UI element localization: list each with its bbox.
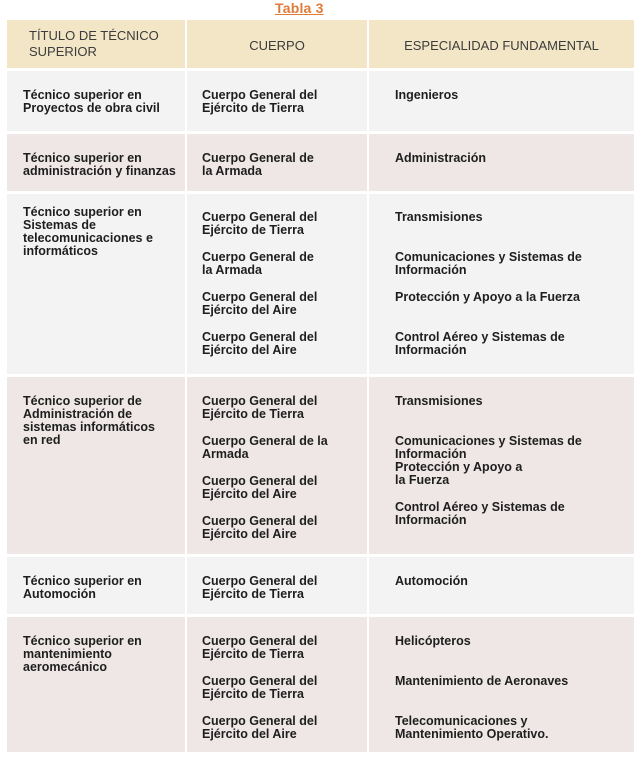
cuerpo-entry	[202, 89, 367, 115]
titulo-line: Técnico superior en	[23, 151, 142, 165]
cuerpo-line: Cuerpo General de	[202, 250, 314, 264]
especialidad-line: Información	[395, 263, 467, 277]
cuerpo-line: Ejército del Aire	[202, 303, 297, 317]
cuerpo-line: Ejército del Aire	[202, 727, 297, 741]
especialidad-line: Comunicaciones y Sistemas de	[395, 434, 582, 448]
titulo-line: Técnico superior en	[23, 634, 142, 648]
titulo-line: Automoción	[23, 587, 96, 601]
table-row	[7, 377, 634, 557]
titulo-line: Sistemas de	[23, 218, 96, 232]
titulo-line: telecomunicaciones e	[23, 231, 153, 245]
header-titulo-line1: TÍTULO DE TÉCNICO	[29, 28, 159, 43]
cuerpo-line: Ejército de Tierra	[202, 223, 304, 237]
cuerpo-cell	[187, 377, 369, 554]
especialidad-line: Protección y Apoyo a	[395, 460, 523, 474]
especialidad-line: Transmisiones	[395, 394, 483, 408]
especialidad-line: Protección y Apoyo a la Fuerza	[395, 290, 581, 304]
cuerpo-line: Cuerpo General de la	[202, 434, 328, 448]
cuerpo-cell	[187, 71, 369, 131]
especialidad-line: Mantenimiento de Aeronaves	[395, 674, 569, 688]
table-row	[7, 557, 634, 617]
cuerpo-line: la Armada	[202, 263, 262, 277]
especialidad-entry	[395, 501, 634, 527]
titulo-line: mantenimiento	[23, 647, 112, 661]
titulo-line: Proyectos de obra civil	[23, 101, 160, 115]
especialidad-line: Helicópteros	[395, 634, 471, 648]
cuerpo-entry	[202, 291, 367, 331]
titulo-line: Técnico superior de	[23, 394, 142, 408]
titulo-cell	[7, 134, 187, 191]
table-row	[7, 617, 634, 755]
especialidad-entry	[395, 675, 634, 715]
cuerpo-line: Cuerpo General del	[202, 474, 318, 488]
titulo-line: aeromecánico	[23, 660, 108, 674]
cuerpo-entry	[202, 395, 367, 435]
especialidad-line: Control Aéreo y Sistemas de	[395, 500, 565, 514]
cuerpo-line: Cuerpo General del	[202, 330, 318, 344]
titulo-line: informáticos	[23, 244, 99, 258]
header-cuerpo: CUERPO	[187, 20, 369, 68]
cuerpo-line: Ejército de Tierra	[202, 587, 304, 601]
cuerpo-line: Ejército de Tierra	[202, 687, 304, 701]
cuerpo-line: Cuerpo General del	[202, 88, 318, 102]
table-row	[7, 134, 634, 194]
cuerpo-cell	[187, 194, 369, 374]
cuerpo-cell	[187, 134, 369, 191]
especialidad-entry	[395, 715, 634, 741]
titulo-line: Técnico superior en	[23, 205, 142, 219]
cuerpo-cell	[187, 557, 369, 614]
table-caption: Tabla 3	[275, 0, 324, 16]
cuerpo-entry	[202, 435, 367, 475]
cuerpo-entry	[202, 475, 367, 515]
cuerpo-line: Ejército de Tierra	[202, 407, 304, 421]
cuerpo-line: Cuerpo General del	[202, 394, 318, 408]
cuerpo-line: Cuerpo General de	[202, 151, 314, 165]
header-titulo	[7, 20, 187, 68]
cuerpo-cell	[187, 617, 369, 752]
especialidad-line: Mantenimiento Operativo.	[395, 727, 549, 741]
especialidad-line: Información	[395, 343, 467, 357]
cuerpo-line: Ejército del Aire	[202, 343, 297, 357]
data-table	[7, 20, 634, 755]
titulo-cell	[7, 194, 187, 374]
table-row	[7, 71, 634, 134]
especialidad-line: la Fuerza	[395, 473, 450, 487]
titulo-line: en red	[23, 433, 61, 447]
especialidad-entry	[395, 635, 634, 675]
cuerpo-entry	[202, 251, 367, 291]
especialidad-entry	[395, 395, 634, 435]
especialidad-cell	[369, 557, 634, 614]
cuerpo-entry	[202, 211, 367, 251]
especialidad-cell	[369, 194, 634, 374]
titulo-line: Técnico superior en	[23, 88, 142, 102]
especialidad-entry	[395, 251, 634, 291]
titulo-cell	[7, 557, 187, 614]
titulo-line: sistemas informáticos	[23, 420, 155, 434]
titulo-line: administración y finanzas	[23, 164, 176, 178]
especialidad-line: Información	[395, 513, 467, 527]
especialidad-cell	[369, 71, 634, 131]
cuerpo-line: Ejército del Aire	[202, 487, 297, 501]
cuerpo-line: Cuerpo General del	[202, 674, 318, 688]
especialidad-entry	[395, 331, 634, 357]
cuerpo-entry	[202, 635, 367, 675]
especialidad-cell	[369, 377, 634, 554]
especialidad-line: Información	[395, 447, 467, 461]
table-row	[7, 194, 634, 377]
especialidad-line: Telecomunicaciones y	[395, 714, 528, 728]
especialidad-cell	[369, 134, 634, 191]
cuerpo-line: Cuerpo General del	[202, 714, 318, 728]
especialidad-cell	[369, 617, 634, 752]
cuerpo-line: Ejército de Tierra	[202, 101, 304, 115]
cuerpo-entry	[202, 715, 367, 741]
cuerpo-entry	[202, 331, 367, 357]
cuerpo-line: Ejército del Aire	[202, 527, 297, 541]
cuerpo-line: Cuerpo General del	[202, 574, 318, 588]
cuerpo-line: Armada	[202, 447, 249, 461]
cuerpo-line: Ejército de Tierra	[202, 647, 304, 661]
especialidad-line: Administración	[395, 151, 486, 165]
header-titulo-line2: SUPERIOR	[29, 44, 97, 59]
titulo-line: Técnico superior en	[23, 574, 142, 588]
especialidad-entry	[395, 211, 634, 251]
especialidad-line: Control Aéreo y Sistemas de	[395, 330, 565, 344]
cuerpo-line: Cuerpo General del	[202, 514, 318, 528]
especialidad-line: Ingenieros	[395, 88, 459, 102]
cuerpo-entry	[202, 675, 367, 715]
especialidad-line: Automoción	[395, 574, 468, 588]
especialidad-entry	[395, 291, 634, 331]
cuerpo-line: Cuerpo General del	[202, 210, 318, 224]
titulo-cell	[7, 617, 187, 752]
cuerpo-entry	[202, 515, 367, 541]
cuerpo-line: la Armada	[202, 164, 262, 178]
titulo-line: Administración de	[23, 407, 133, 421]
especialidad-line: Transmisiones	[395, 210, 483, 224]
cuerpo-line: Cuerpo General del	[202, 634, 318, 648]
table-header-row	[7, 20, 634, 71]
titulo-cell	[7, 71, 187, 131]
especialidad-line: Comunicaciones y Sistemas de	[395, 250, 582, 264]
especialidad-entry	[395, 435, 634, 501]
cuerpo-line: Cuerpo General del	[202, 290, 318, 304]
titulo-cell	[7, 377, 187, 554]
header-especialidad: ESPECIALIDAD FUNDAMENTAL	[404, 38, 599, 53]
